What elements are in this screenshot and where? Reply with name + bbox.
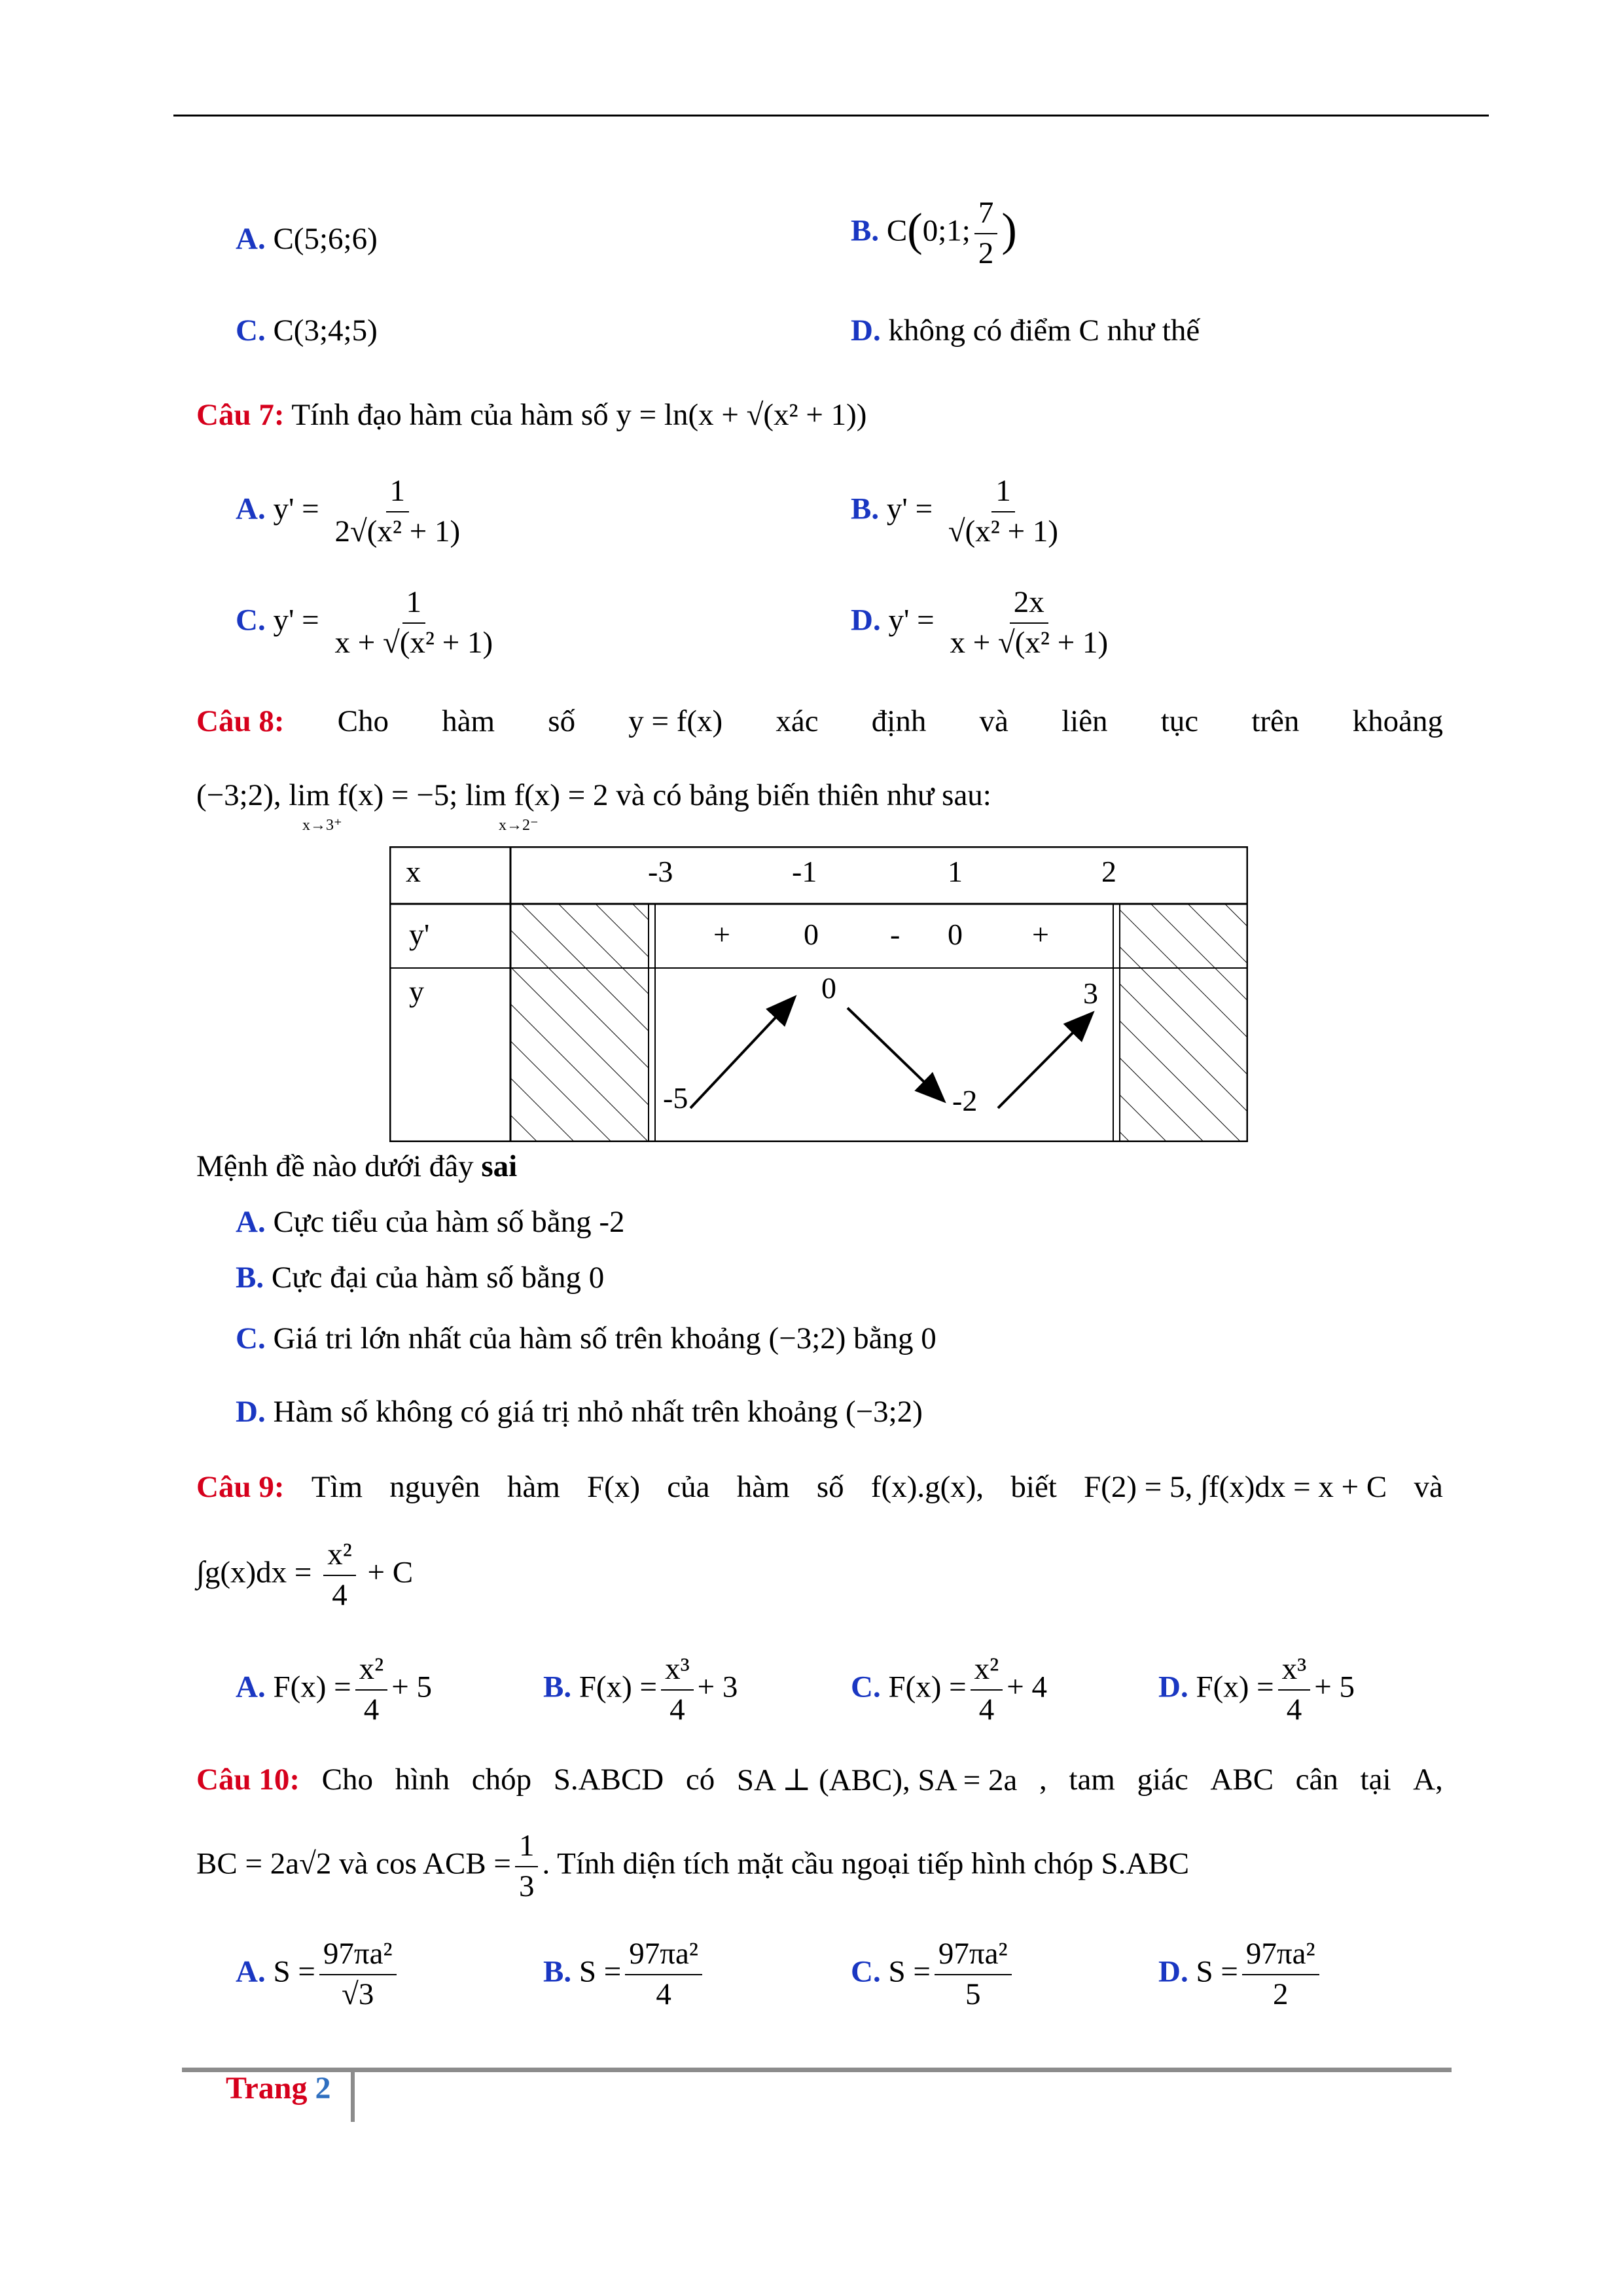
word: SA ⊥ (ABC), SA = 2a [736,1763,1018,1797]
question-formula: BC = 2a√2 [196,1846,332,1881]
q7-option-a[interactable] [236,475,468,548]
option-lhs: S = [1196,1954,1238,1989]
denominator: 4 [1286,1692,1302,1727]
numerator: x² [323,1538,356,1576]
word: , [1039,1763,1047,1797]
q7-option-b[interactable] [851,475,1066,548]
q9-option-c[interactable] [851,1653,1047,1727]
q8-option-b[interactable] [236,1260,604,1295]
option-label: B. [851,213,880,248]
option-lhs: S = [579,1954,622,1989]
option-text: bằng 0 [853,1321,936,1355]
header-rule [173,115,1489,117]
fraction [974,196,998,270]
word: tam [1069,1763,1115,1797]
word: biết [1010,1470,1057,1504]
option-text: không có điểm C như thế [888,314,1200,348]
option-label: A. [236,222,266,256]
q10-option-a[interactable] [236,1937,401,2011]
arrow-decreasing [847,1008,942,1100]
word: định [871,704,927,738]
question-label: Câu 7: [196,398,285,432]
option-lhs: F(x) = [1196,1670,1274,1704]
question-text: Mệnh đề nào dưới đây [196,1149,474,1183]
option-formula: (−3;2) [846,1395,923,1429]
word: có [685,1763,715,1797]
question-text: . Tính diện tích mặt cầu ngoại tiếp hình chóp S.ABC [542,1846,1190,1881]
option-tail: + 5 [391,1670,433,1704]
fraction [946,586,1112,660]
q10-option-c[interactable] [851,1937,1016,2011]
option-text: Cực đại của hàm số bằng 0 [271,1261,605,1295]
q9-option-b[interactable] [543,1653,738,1727]
q10-line1 [196,1762,1443,1798]
x-value: -1 [792,855,817,888]
option-label: C. [236,603,266,637]
y-value: 3 [1083,977,1098,1010]
fraction [323,1538,356,1612]
hatched-region-right [1120,905,1247,1141]
denominator: √3 [342,1977,374,2011]
option-text: Giá tri lớn nhất của hàm số trên khoảng [273,1321,761,1355]
word: A, [1413,1763,1443,1797]
limit-subscript-2: x→2⁻ [499,817,539,834]
option-label: A. [236,1205,266,1239]
q10-option-b[interactable] [543,1937,706,2011]
option-label: C. [851,1954,881,1989]
x-value: 1 [948,855,963,888]
arrow-increasing [690,999,793,1108]
option-formula: (−3;2) [768,1321,846,1355]
question-label: Câu 10: [196,1763,300,1797]
q7-option-d[interactable] [851,586,1116,660]
word: trên [1251,704,1300,738]
option-lhs: y' = [273,492,319,526]
denominator: 4 [332,1577,348,1612]
word: Tìm [311,1470,363,1504]
word: f(x).g(x), [870,1470,984,1504]
question-text: và có bảng biến thiên như sau: [616,778,991,812]
word: khoảng [1352,704,1443,738]
y-value: 0 [821,971,836,1005]
q6-option-c[interactable] [236,313,378,348]
word: hàm [442,704,495,738]
word: hình [395,1763,450,1797]
q8-line1 [196,704,1443,739]
question-formula: cos ACB = [376,1846,511,1881]
fraction [355,1653,388,1727]
numerator: 2x [1010,586,1048,624]
word: hàm [736,1470,790,1504]
numerator: 97πa² [319,1937,397,1975]
q7-option-c[interactable] [236,586,501,660]
numerator: 1 [386,475,410,512]
denominator: x + √(x² + 1) [950,625,1109,660]
word: số [548,704,576,738]
question-label: Câu 9: [196,1470,285,1504]
word: của [667,1470,710,1504]
option-label: A. [236,1954,266,1989]
arrow-increasing [998,1014,1091,1108]
word: và [979,704,1008,738]
denominator: x + √(x² + 1) [334,625,493,660]
numerator: 1 [402,586,426,624]
option-text: Cực tiểu của hàm số bằng -2 [273,1205,625,1239]
question-formula: + C [367,1555,414,1590]
q10-option-d[interactable] [1158,1937,1323,2011]
hatched-region-left [511,905,649,1141]
yprime-value: 0 [948,918,963,951]
fraction [319,1937,397,2011]
q6-option-d[interactable] [851,313,1200,348]
fraction [971,1653,1003,1727]
option-label: D. [236,1395,266,1429]
word: số [816,1470,844,1504]
q7-stem [196,397,866,433]
row-label-y: y [409,975,424,1008]
option-lhs: F(x) = [579,1670,658,1704]
q8-option-a[interactable] [236,1204,625,1240]
numerator: 97πa² [625,1937,702,1975]
denominator: √(x² + 1) [948,514,1059,548]
q9-option-a[interactable] [236,1653,432,1727]
word: xác [776,704,819,738]
y-value: -2 [952,1084,978,1117]
question-text: Tính đạo hàm của hàm số [291,398,609,432]
option-label: C. [236,314,266,348]
option-label: B. [543,1670,572,1704]
denominator: 5 [965,1977,981,2011]
fraction [330,475,464,548]
question-formula: (−3;2), lim f(x) = −5; lim f(x) = 2 [196,778,609,812]
yprime-sign: + [713,918,730,951]
word: tại [1360,1763,1391,1797]
q8-option-d[interactable] [236,1394,923,1429]
footer-rule [182,2068,1452,2072]
option-text: 0;1; [922,213,971,248]
word: chóp [471,1763,532,1797]
y-value: -5 [663,1081,688,1115]
denominator: 4 [656,1977,671,2011]
option-lhs: y' = [273,603,319,637]
option-lhs: F(x) = [273,1670,351,1704]
word: hàm [507,1470,560,1504]
option-label: D. [1158,1954,1188,1989]
word: F(x) [587,1470,640,1504]
yprime-value: 0 [804,918,819,951]
q9-line1 [196,1469,1443,1505]
variation-table [389,846,1248,1142]
denominator: 2 [978,236,994,270]
word: S.ABCD [553,1763,664,1797]
numerator: x² [971,1653,1003,1691]
denominator: 4 [363,1692,380,1727]
option-text: C(5;6;6) [273,222,378,256]
page-footer [226,2070,330,2106]
denominator: 3 [518,1869,535,1903]
numerator: 1 [515,1829,539,1867]
option-label: B. [851,492,880,526]
option-lhs: F(x) = [888,1670,967,1704]
option-label: C. [236,1321,266,1355]
option-lhs: y' = [886,492,933,526]
numerator: x³ [1278,1653,1311,1691]
row-label-yprime: y' [409,918,430,951]
fraction [515,1829,539,1903]
option-label: B. [236,1261,264,1295]
option-tail: + 4 [1007,1670,1048,1704]
option-text: C(3;4;5) [273,314,378,348]
word: y = f(x) [628,704,723,738]
fraction [944,475,1062,548]
denominator: 2 [1272,1977,1289,2011]
x-value: -3 [648,855,673,888]
fraction [1278,1653,1311,1727]
page-number: 2 [315,2071,331,2106]
q9-option-d[interactable] [1158,1653,1355,1727]
option-label: D. [1158,1670,1188,1704]
q6-option-b[interactable]: B. C(0;1; $\frac{7}{2}$ ) [851,196,1017,270]
option-lhs: y' = [888,603,935,637]
numerator: 7 [974,196,998,234]
option-lhs: S = [888,1954,931,1989]
question-label: Câu 8: [196,704,285,738]
word: ABC [1210,1763,1274,1797]
option-text: C [886,213,908,248]
limit-subscript-1: x→3⁺ [302,817,342,834]
yprime-sign: + [1032,918,1049,951]
word: và [1414,1470,1443,1504]
q8-option-c[interactable] [236,1321,936,1356]
option-label: D. [851,603,881,637]
numerator: 97πa² [935,1937,1012,1975]
word: nguyên [389,1470,480,1504]
denominator: 4 [978,1692,995,1727]
word: tục [1160,704,1199,738]
numerator: 1 [991,475,1015,512]
numerator: x² [355,1653,388,1691]
q9-line2 [196,1538,413,1612]
option-label: A. [236,492,266,526]
option-label: B. [543,1954,572,1989]
fraction [1242,1937,1319,2011]
fraction [625,1937,702,2011]
option-tail: + 5 [1314,1670,1355,1704]
footer-label: Trang [226,2071,308,2106]
fraction [661,1653,694,1727]
question-emphasis: sai [481,1149,518,1183]
question-text: và [339,1846,368,1881]
yprime-sign: - [890,918,901,951]
question-formula: ∫g(x)dx = [196,1555,312,1590]
q8-prompt [196,1149,517,1184]
option-label: C. [851,1670,881,1704]
q10-line2 [196,1829,1189,1903]
numerator: 97πa² [1242,1937,1319,1975]
x-value: 2 [1101,855,1116,888]
row-label-x: x [406,855,421,888]
numerator: x³ [661,1653,694,1691]
denominator: 4 [669,1692,685,1727]
fraction [330,586,497,660]
option-label: A. [236,1670,266,1704]
fraction [935,1937,1012,2011]
q8-line2 [196,778,991,813]
footer-separator [351,2068,355,2122]
q6-option-a[interactable] [236,221,378,257]
option-tail: + 3 [697,1670,738,1704]
option-lhs: S = [273,1954,315,1989]
word: cân [1295,1763,1338,1797]
denominator: 2√(x² + 1) [334,514,461,548]
word: Cho [321,1763,373,1797]
word: Cho [337,704,389,738]
option-text: Hàm số không có giá trị nhỏ nhất trên khoảng [273,1395,838,1429]
option-label: D. [851,314,881,348]
word: liên [1061,704,1108,738]
word: F(2) = 5, ∫f(x)dx = x + C [1084,1470,1387,1504]
word: giác [1137,1763,1188,1797]
question-formula: y = ln(x + √(x² + 1)) [616,398,867,432]
